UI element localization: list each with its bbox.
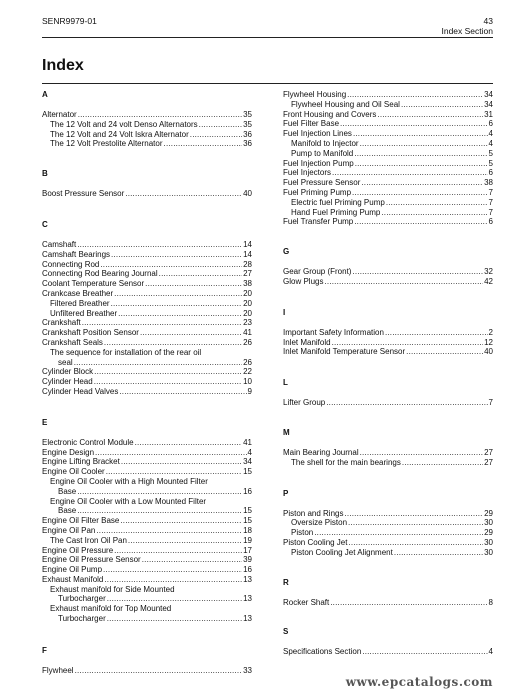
index-entry-page: 22: [243, 367, 252, 377]
index-section: [283, 428, 493, 468]
index-entry: [283, 188, 493, 198]
leader-dots: [104, 338, 242, 348]
index-entry-page: 38: [484, 178, 493, 188]
index-entry: [283, 518, 493, 528]
leader-dots: [402, 458, 483, 468]
index-entry-text: The sequence for installation of the rear oil: [50, 347, 202, 357]
section-letter: L: [283, 378, 288, 388]
index-entry: [42, 269, 252, 279]
leader-dots: [125, 189, 242, 199]
index-entry-page: 19: [243, 535, 252, 545]
leader-dots: [326, 398, 487, 408]
leader-dots: [121, 457, 242, 467]
index-entry-page: 14: [243, 249, 252, 259]
leader-dots: [135, 438, 242, 448]
index-entry: [42, 289, 252, 299]
index-entry-page: 2: [488, 327, 493, 337]
leader-dots: [352, 267, 483, 277]
index-entry-page: 15: [243, 506, 252, 516]
index-entry-text: Exhaust Manifold: [42, 574, 104, 584]
index-entry-text: Electronic Control Module: [42, 437, 134, 447]
index-entry-page: 5: [488, 158, 493, 168]
index-entry: [283, 458, 493, 468]
index-entry-text: Exhaust manifold for Side Mounted: [50, 584, 175, 594]
index-entry: [42, 565, 252, 575]
index-entry-text: Cylinder Head Valves: [42, 386, 119, 396]
index-entry-text: Main Bearing Journal: [283, 447, 359, 457]
leader-dots: [111, 299, 243, 309]
index-entry-text: Hand Fuel Priming Pump: [291, 207, 381, 217]
leader-dots: [344, 509, 483, 519]
section-letter: F: [42, 645, 47, 655]
header-rule: [42, 37, 493, 38]
index-entry-text: Glow Plugs: [283, 276, 324, 286]
index-entry-page: 20: [243, 298, 252, 308]
leader-dots: [128, 536, 242, 546]
index-entry-text: Piston Cooling Jet Alignment: [291, 547, 393, 557]
section-letter: S: [283, 627, 289, 637]
index-entry-text: Crankshaft: [42, 318, 81, 328]
index-entry: [42, 438, 252, 448]
leader-dots: [324, 277, 483, 287]
index-entry-text: Engine Design: [42, 447, 95, 457]
leader-dots: [406, 347, 483, 357]
index-entry: [42, 546, 252, 556]
index-entry-page: 39: [243, 555, 252, 565]
index-entry-text: Piston and Rings: [283, 508, 344, 518]
index-entry-text: Alternator: [42, 110, 77, 119]
index-entry: [42, 575, 252, 585]
index-entry: [283, 277, 493, 287]
index-entry-text: Lifter Group: [283, 398, 326, 408]
document-id: SENR9979-01: [42, 16, 97, 26]
index-entry-text: The Cast Iron Oil Pan: [50, 535, 127, 545]
index-entry: [283, 528, 493, 538]
section-letter: G: [283, 247, 290, 257]
index-entry: [283, 149, 493, 159]
index-entry-page: 30: [484, 518, 493, 528]
index-section: [283, 378, 493, 408]
index-entry-page: 7: [488, 197, 493, 207]
index-entry-text: Front Housing and Covers: [283, 109, 377, 119]
index-entry: [42, 110, 252, 120]
index-column-right: [283, 90, 493, 657]
leader-dots: [362, 647, 487, 657]
index-entry: [42, 139, 252, 149]
leader-dots: [104, 575, 242, 585]
index-entry: [283, 90, 493, 100]
index-entry-text: Coolant Temperature Sensor: [42, 279, 145, 289]
index-entry-text: Engine Lifting Bracket: [42, 457, 120, 467]
index-section: [283, 247, 493, 287]
leader-dots: [377, 110, 483, 120]
index-entry-page: 9: [247, 386, 252, 396]
index-entry-text: Piston Cooling Jet: [283, 537, 348, 547]
index-entry-page: 30: [484, 547, 493, 557]
leader-dots: [140, 328, 242, 338]
section-letter: C: [42, 219, 48, 229]
index-entry-text: Flywheel Housing and Oil Seal: [291, 99, 400, 109]
index-entry-page: 7: [488, 398, 493, 408]
index-entry-text: Gear Group (Front): [283, 267, 352, 277]
index-entry-text: Inlet Manifold: [283, 337, 331, 347]
index-entry-page: 15: [243, 516, 252, 526]
index-entry: [42, 260, 252, 270]
index-entry-text: Electric fuel Priming Pump: [291, 197, 385, 207]
index-entry-page: 16: [243, 486, 252, 496]
index-entry: [42, 614, 252, 624]
index-entry: [283, 538, 493, 548]
leader-dots: [352, 188, 488, 198]
index-entry-text-cont: Turbocharger: [58, 594, 106, 604]
index-section: [42, 90, 252, 149]
index-entry-text: The 12 Volt and 24 volt Denso Alternators: [50, 119, 198, 129]
index-entry-text: Engine Oil Pump: [42, 565, 103, 575]
index-entry-text: Engine Oil Filter Base: [42, 516, 120, 526]
leader-dots: [386, 198, 488, 208]
index-entry-page: 6: [488, 217, 493, 227]
index-entry: [283, 119, 493, 129]
index-entry: [283, 129, 493, 139]
leader-dots: [75, 666, 243, 676]
index-entry-text: Engine Oil Cooler with a High Mounted Filter: [50, 476, 208, 486]
index-entry-page: 4: [247, 447, 252, 457]
index-entry-page: 30: [484, 537, 493, 547]
leader-dots: [353, 129, 488, 139]
index-entry: [42, 516, 252, 526]
index-entry-text-cont: Base: [58, 486, 77, 496]
leader-dots: [119, 387, 246, 397]
index-entry: [42, 250, 252, 260]
index-entry-page: 29: [484, 528, 493, 538]
watermark: www.epcatalogs.com: [345, 675, 493, 689]
leader-dots: [145, 279, 242, 289]
index-entry-text: Cylinder Head: [42, 377, 93, 387]
index-entry-text: Engine Oil Cooler with a Low Mounted Filter: [50, 496, 207, 506]
leader-dots: [114, 289, 242, 299]
index-entry-text: Crankshaft Seals: [42, 337, 103, 347]
index-entry: [42, 367, 252, 377]
index-entry-page: 8: [488, 597, 493, 607]
index-entry-page: 15: [243, 467, 252, 477]
index-entry-text: Engine Oil Pan: [42, 525, 96, 535]
leader-dots: [354, 217, 487, 227]
leader-dots: [347, 90, 483, 100]
leader-dots: [82, 318, 242, 328]
index-entry-text: The 12 Volt and 24 Volt Iskra Alternator: [50, 129, 189, 139]
index-entry-text: Engine Oil Pressure Sensor: [42, 555, 141, 565]
index-entry: [283, 509, 493, 519]
index-entry: [42, 358, 252, 368]
index-entry-page: 4: [488, 647, 493, 657]
index-entry-text-cont: Base: [58, 506, 77, 516]
leader-dots: [314, 528, 483, 538]
section-letter: M: [283, 427, 290, 437]
section-letter: A: [42, 90, 48, 99]
index-entry-text: Connecting Rod Bearing Journal: [42, 269, 158, 279]
leader-dots: [354, 149, 487, 159]
leader-dots: [348, 518, 483, 528]
page-number: 43: [483, 16, 493, 26]
index-entry-page: 7: [488, 207, 493, 217]
index-entry-text: Fuel Pressure Sensor: [283, 178, 361, 188]
index-entry-page: 32: [484, 267, 493, 277]
leader-dots: [381, 208, 487, 218]
leader-dots: [360, 139, 488, 149]
section-letter: R: [283, 577, 289, 587]
section-letter: B: [42, 169, 48, 179]
index-entry: [42, 130, 252, 140]
index-section: [283, 308, 493, 357]
index-entry: [283, 100, 493, 110]
leader-dots: [100, 260, 242, 270]
index-entry-page: 40: [484, 347, 493, 357]
index-entry-page: 12: [484, 337, 493, 347]
index-entry-page: 27: [243, 269, 252, 279]
leader-dots: [95, 448, 247, 458]
leader-dots: [77, 487, 242, 497]
index-entry-page: 5: [488, 148, 493, 158]
index-entry: [283, 139, 493, 149]
index-entry-text: Fuel Injection Lines: [283, 129, 352, 139]
index-entry-page: 34: [484, 99, 493, 109]
index-entry: [42, 299, 252, 309]
index-entry: [42, 328, 252, 338]
index-entry: [42, 338, 252, 348]
index-entry-text: Flywheel Housing: [283, 90, 347, 99]
leader-dots: [94, 367, 242, 377]
section-title: Index Section: [441, 26, 493, 36]
index-entry-page: 38: [243, 279, 252, 289]
leader-dots: [332, 168, 488, 178]
index-entry-text-cont: seal: [58, 357, 73, 367]
index-entry-text: Crankcase Breather: [42, 288, 114, 298]
index-entry: [283, 267, 493, 277]
index-section: [42, 220, 252, 397]
leader-dots: [118, 309, 242, 319]
leader-dots: [340, 119, 488, 129]
index-section: [42, 646, 252, 676]
index-entry: [42, 387, 252, 397]
index-entry: [42, 594, 252, 604]
index-entry: [283, 598, 493, 608]
index-entry-text: Piston: [291, 528, 314, 538]
index-entry-text: Important Safety Information: [283, 327, 384, 337]
index-entry-page: 40: [243, 189, 252, 199]
leader-dots: [199, 120, 242, 130]
index-entry-page: 36: [243, 139, 252, 149]
index-entry-page: 20: [243, 308, 252, 318]
index-entry-page: 41: [243, 437, 252, 447]
index-entry-text: Flywheel: [42, 665, 74, 675]
index-entry-page: 29: [484, 508, 493, 518]
index-entry-page: 35: [243, 119, 252, 129]
section-letter: P: [283, 488, 289, 498]
leader-dots: [355, 159, 488, 169]
index-entry-text: Camshaft Bearings: [42, 249, 111, 259]
leader-dots: [360, 448, 483, 458]
index-entry: [42, 487, 252, 497]
index-entry-text: Engine Oil Cooler: [42, 467, 105, 477]
leader-dots: [164, 139, 243, 149]
index-entry-text: Boost Pressure Sensor: [42, 189, 125, 199]
index-entry-page: 6: [488, 119, 493, 129]
index-entry: [42, 555, 252, 565]
index-entry: [42, 318, 252, 328]
index-entry: [42, 526, 252, 536]
index-entry-text: Pump to Manifold: [291, 148, 354, 158]
index-entry: [283, 398, 493, 408]
index-entry-page: 27: [484, 457, 493, 467]
index-entry: [283, 647, 493, 657]
index-entry-text: Fuel Priming Pump: [283, 187, 352, 197]
index-entry-page: 7: [488, 187, 493, 197]
index-entry: [283, 178, 493, 188]
index-entry-page: 28: [243, 259, 252, 269]
index-entry: [42, 536, 252, 546]
index-entry: [42, 467, 252, 477]
index-entry-page: 27: [484, 447, 493, 457]
index-entry: [42, 120, 252, 130]
index-entry: [283, 110, 493, 120]
index-entry-text: Connecting Rod: [42, 259, 100, 269]
index-entry-page: 23: [243, 318, 252, 328]
index-entry: [283, 338, 493, 348]
leader-dots: [114, 546, 242, 556]
leader-dots: [385, 328, 488, 338]
index-section: [283, 627, 493, 657]
index-entry: [283, 168, 493, 178]
index-entry: [42, 457, 252, 467]
index-entry-page: 20: [243, 288, 252, 298]
section-letter: I: [283, 307, 286, 317]
index-entry-text: The 12 Volt Prestolite Alternator: [50, 139, 163, 149]
index-entry-page: 26: [243, 337, 252, 347]
index-entry-text: Manifold to Injector: [291, 138, 359, 148]
index-entry-page: 36: [243, 129, 252, 139]
index-entry: [283, 347, 493, 357]
index-entry-page: 31: [484, 109, 493, 119]
index-entry: [42, 309, 252, 319]
index-entry-page: 18: [243, 525, 252, 535]
index-entry-text: The shell for the main bearings: [291, 457, 401, 467]
index-entry-text: Exhaust manifold for Top Mounted: [50, 604, 172, 614]
index-entry-page: 16: [243, 565, 252, 575]
leader-dots: [401, 100, 483, 110]
leader-dots: [111, 250, 242, 260]
section-letter: E: [42, 417, 48, 427]
index-entry: [42, 448, 252, 458]
index-entry-text: Camshaft: [42, 239, 77, 249]
leader-dots: [107, 614, 242, 624]
index-entry-page: 17: [243, 545, 252, 555]
index-entry-text: Engine Oil Pressure: [42, 545, 114, 555]
index-entry-text: Specifications Section: [283, 647, 362, 657]
index-entry-page: 42: [484, 276, 493, 286]
index-entry-text: Rocker Shaft: [283, 597, 330, 607]
leader-dots: [107, 594, 242, 604]
leader-dots: [142, 555, 242, 565]
index-entry-page: 14: [243, 239, 252, 249]
leader-dots: [74, 358, 242, 368]
index-entry-text: Unfiltered Breather: [50, 308, 118, 318]
index-entry: [42, 506, 252, 516]
leader-dots: [94, 377, 242, 387]
leader-dots: [77, 240, 242, 250]
index-entry-page: 34: [243, 457, 252, 467]
index-entry-page: 13: [243, 614, 252, 624]
leader-dots: [78, 110, 242, 120]
index-entry-text: Crankshaft Position Sensor: [42, 328, 139, 338]
index-entry-text: Cylinder Block: [42, 367, 94, 377]
index-entry: [42, 377, 252, 387]
index-section: [283, 489, 493, 558]
index-entry: [283, 328, 493, 338]
leader-dots: [120, 516, 242, 526]
index-entry: [42, 189, 252, 199]
index-entry-page: 33: [243, 665, 252, 675]
index-entry: [283, 548, 493, 558]
index-entry-text: Filtered Breather: [50, 298, 110, 308]
index-entry: [283, 159, 493, 169]
index-entry: [283, 448, 493, 458]
index-entry-text: Oversize Piston: [291, 518, 348, 528]
leader-dots: [77, 506, 242, 516]
index-entry-page: 26: [243, 357, 252, 367]
page-title: Index: [42, 57, 84, 74]
index-entry: [283, 198, 493, 208]
index-section: [283, 90, 493, 227]
index-entry-page: 10: [243, 377, 252, 387]
index-entry-text: Fuel Injection Pump: [283, 158, 354, 168]
index-section: [42, 418, 252, 624]
index-entry-page: 13: [243, 574, 252, 584]
index-entry-text: Fuel Filter Base: [283, 119, 340, 129]
leader-dots: [348, 538, 483, 548]
index-entry-text: Fuel Injectors: [283, 168, 332, 178]
leader-dots: [361, 178, 483, 188]
index-entry: [42, 666, 252, 676]
index-entry-page: 41: [243, 328, 252, 338]
index-entry-text: Inlet Manifold Temperature Sensor: [283, 347, 406, 357]
index-section: [42, 169, 252, 199]
index-entry-page: 4: [488, 129, 493, 139]
index-entry: [283, 208, 493, 218]
index-entry-text-cont: Turbocharger: [58, 614, 106, 624]
index-column-left: [42, 90, 252, 676]
leader-dots: [96, 526, 242, 536]
index-entry: [42, 279, 252, 289]
leader-dots: [330, 598, 487, 608]
index-entry-page: 35: [243, 110, 252, 119]
leader-dots: [159, 269, 242, 279]
index-entry: [283, 217, 493, 227]
leader-dots: [190, 130, 242, 140]
index-entry-page: 6: [488, 168, 493, 178]
leader-dots: [106, 467, 242, 477]
leader-dots: [103, 565, 242, 575]
index-entry: [42, 240, 252, 250]
index-entry-page: 34: [484, 90, 493, 99]
index-entry-text: Fuel Transfer Pump: [283, 217, 354, 227]
leader-dots: [394, 548, 483, 558]
title-rule: [42, 83, 493, 84]
index-entry-page: 4: [488, 138, 493, 148]
index-entry-page: 13: [243, 594, 252, 604]
leader-dots: [332, 338, 484, 348]
index-section: [283, 578, 493, 608]
